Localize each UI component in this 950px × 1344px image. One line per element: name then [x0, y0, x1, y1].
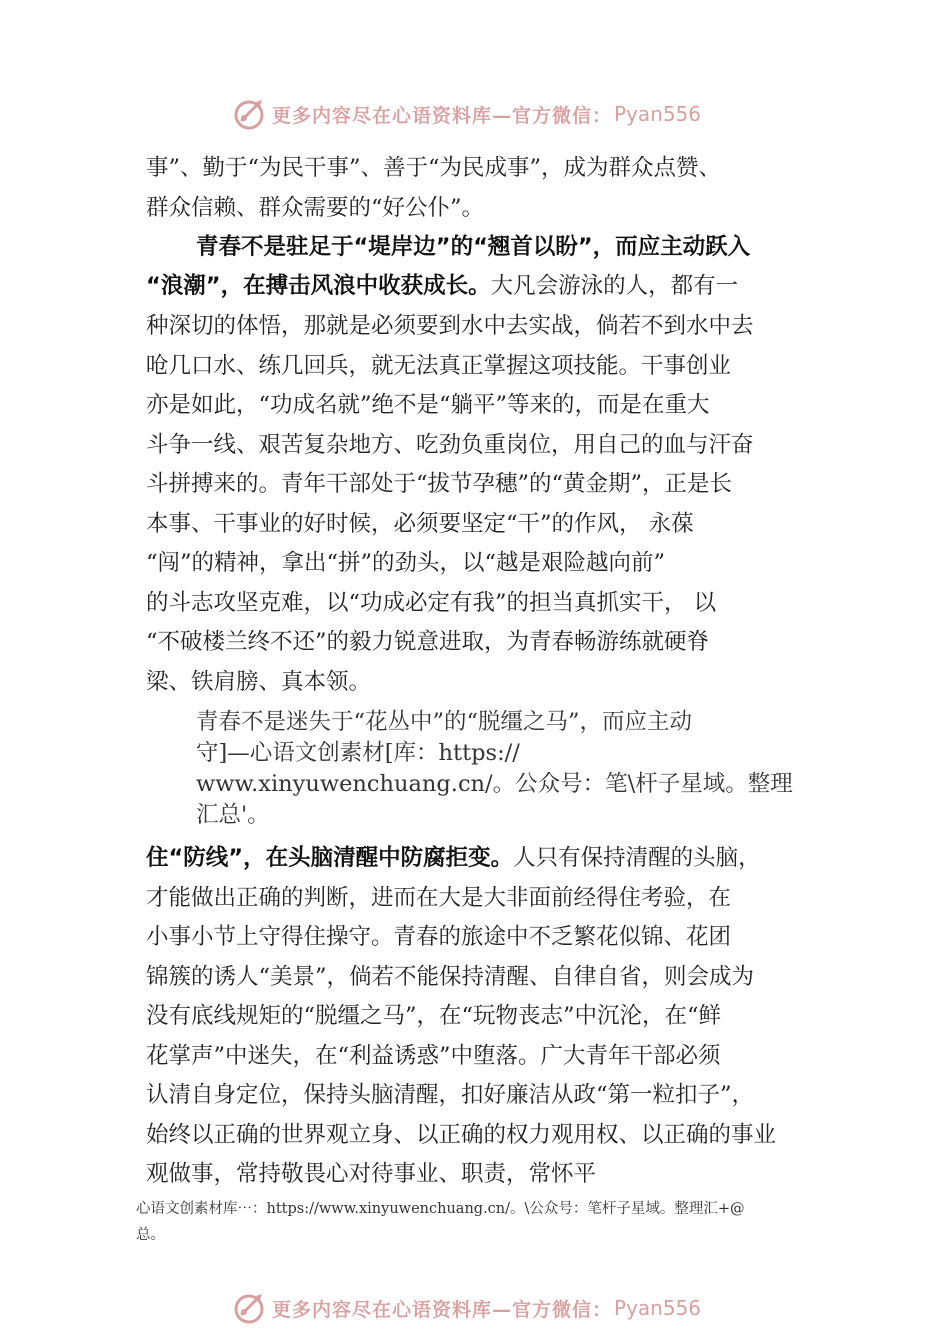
text-line: 始终以正确的世界观立身、以正确的权力观用权、以正确的事业 — [146, 1122, 777, 1148]
inset-line: 汇总'。 — [196, 802, 270, 828]
text-line: 本事、干事业的好时候，必须要坚定“干”的作风， 永葆 — [146, 511, 694, 537]
banner-wechat-id: Pyan556 — [614, 102, 702, 126]
text-line: 观做事，常持敬畏心对待事业、职责，常怀平 — [146, 1161, 597, 1187]
text-line: 青春不是驻足于“堤岸边”的“翘首以盼”，而应主动跃入 — [196, 234, 751, 260]
text-line: 亦是如此，“功成名就”绝不是“躺平”等来的，而是在重大 — [146, 392, 710, 418]
text-line: “闯”的精神，拿出“拼”的劲头，以“越是艰险越向前” — [146, 550, 666, 576]
text-line: 斗拼搏来的。青年干部处于“拔节孕穗”的“黄金期”，正是长 — [146, 471, 733, 497]
footer-line: 心语文创素材库⋯：https://www.xinyuwenchuang.cn/。\公众号：笔杆子星域。整理汇+@ — [136, 1201, 745, 1217]
text-line: 锦簇的诱人“美景”，倘若不能保持清醒、自律自省，则会成为 — [146, 964, 755, 990]
logo-icon — [232, 1290, 268, 1326]
text-line: “不破楼兰终不还”的毅力锐意进取，为青春畅游练就硬脊 — [146, 629, 710, 655]
text-line: 事”、勤于“为民干事”、善于“为民成事”，成为群众点赞、 — [146, 155, 722, 181]
text-line: 斗争一线、艰苦复杂地方、吃劲负重岗位，用自己的血与汗奋 — [146, 432, 754, 458]
text-line: 梁、铁肩膀、真本领。 — [146, 669, 372, 695]
text-line: 群众信赖、群众需要的“好公仆”。 — [146, 195, 485, 221]
text-line: 认清自身定位，保持头脑清醒，扣好廉洁从政“第一粒扣子”， — [146, 1082, 755, 1108]
text-line: 种深切的体悟，那就是必须要到水中去实战，倘若不到水中去 — [146, 313, 754, 339]
footer-line: 总。 — [136, 1227, 165, 1243]
logo-icon — [232, 96, 268, 132]
text-line: 的斗志攻坚克难，以“功成必定有我”的担当真抓实干， 以 — [146, 590, 717, 616]
inset-line: 青春不是迷失于“花丛中”的“脱缰之马”，而应主动 — [196, 709, 693, 735]
text-line: 没有底线规矩的“脱缰之马”，在“玩物丧志”中沉沦，在“鲜 — [146, 1003, 722, 1029]
text-line: 住“防线”，在头脑清醒中防腐拒变。人只有保持清醒的头脑， — [146, 845, 761, 871]
banner-text: 更多内容尽在心语资料库—官方微信： — [272, 1298, 613, 1321]
inset-line: www.xinyuwenchuang.cn/。公众号：笔\杆子星域。整理 — [196, 771, 793, 797]
banner-wechat-id: Pyan556 — [614, 1296, 702, 1320]
text-line: 小事小节上守得住操守。青春的旅途中不乏繁花似锦、花团 — [146, 924, 732, 950]
inset-line: 守]—心语文创素材[库：https:// — [196, 740, 520, 766]
header-banner — [232, 96, 701, 132]
text-line: “浪潮”，在搏击风浪中收获成长。大凡会游泳的人，都有一 — [146, 273, 739, 299]
footer-banner — [232, 1290, 701, 1326]
text-line: 呛几口水、练几回兵，就无法真正掌握这项技能。干事创业 — [146, 353, 732, 379]
text-line: 才能做出正确的判断，进而在大是大非面前经得住考验，在 — [146, 885, 732, 911]
banner-text: 更多内容尽在心语资料库—官方微信： — [272, 104, 613, 127]
text-line: 花掌声”中迷失，在“利益诱惑”中堕落。广大青年干部必须 — [146, 1043, 721, 1069]
